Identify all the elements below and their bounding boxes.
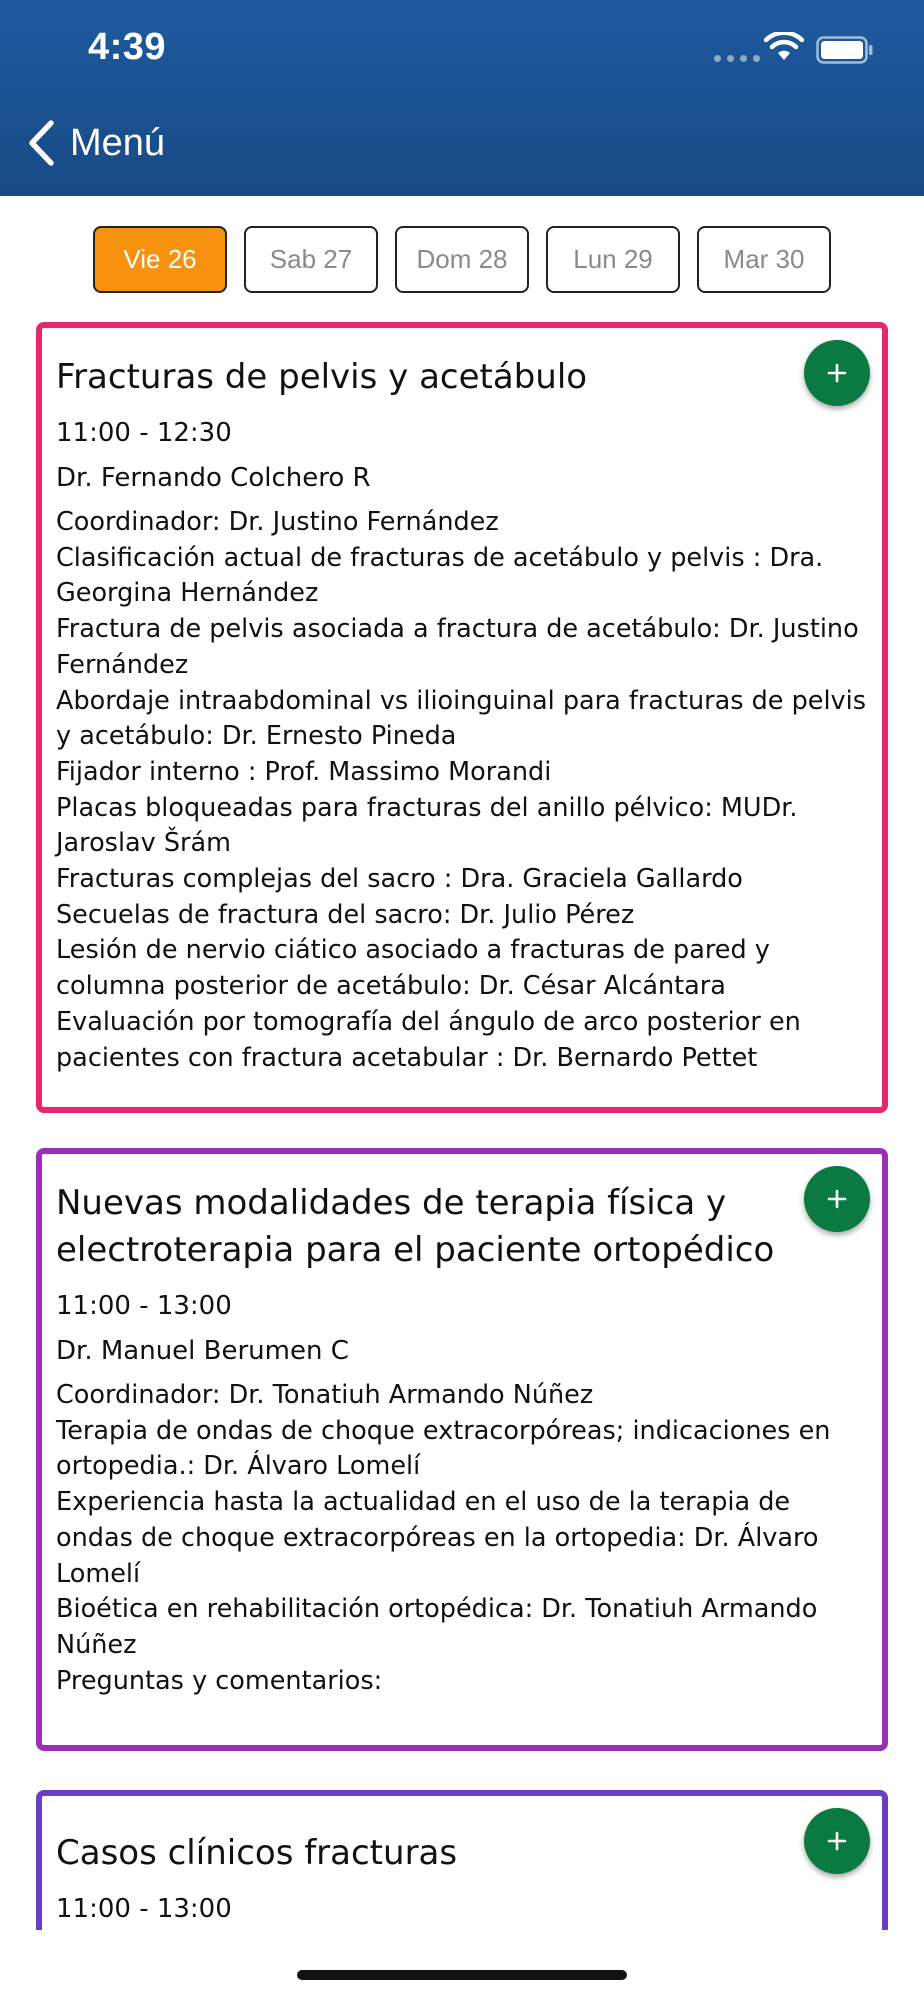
day-tabs [0, 226, 924, 293]
add-to-agenda-button[interactable] [804, 1166, 870, 1232]
plus-icon [826, 362, 848, 384]
session-title: Nuevas modalidades de terapia física y electroterapia para el paciente ortopédico [56, 1183, 775, 1270]
session-card [36, 1148, 888, 1751]
session-time: 11:00 - 13:00 [56, 1894, 232, 1924]
day-tab-dom-28[interactable]: Dom 28 [395, 226, 529, 293]
back-button[interactable] [26, 120, 165, 166]
chevron-left-icon [26, 120, 56, 166]
session-description: Coordinador: Dr. Justino Fernández Clasificación actual de fracturas de acetábulo y pelvis : Dra. Georgina Hernández Fractura de pelvis asociada a fractura de acetábulo: Dr. Justino Fernández Abordaje intraabdominal vs ilioinguinal para fracturas de pelvis y acetábulo: Dr. Ernesto Pineda Fijador interno : Prof. Massimo Morandi Placas bloqueadas para fracturas del anillo pélvico: MUDr. Jaroslav Šrám Fracturas complejas del sacro : Dra. Graciela Gallardo Secuelas de fractura del sacro: Dr. Julio Pérez Lesión de nervio ciático asociado a fracturas de pared y columna posterior de acetábulo: Dr. César Alcántara Evaluación por tomografía del ángulo de arco posterior en pacientes con fractura acetabular : Dr. Bernardo Pettet [56, 507, 867, 1073]
back-label: Menú [70, 121, 166, 164]
session-chair: Dr. Manuel Berumen C [56, 1336, 349, 1366]
plus-icon [826, 1830, 848, 1852]
wifi-icon [764, 32, 804, 62]
battery-icon [816, 36, 874, 64]
day-tab-mar-30[interactable]: Mar 30 [697, 226, 831, 293]
cellular-signal-icon [714, 55, 760, 62]
day-tab-vie-26[interactable]: Vie 26 [93, 226, 227, 293]
session-time: 11:00 - 12:30 [56, 418, 232, 448]
add-to-agenda-button[interactable] [804, 340, 870, 406]
status-time: 4:39 [88, 26, 167, 68]
session-time: 11:00 - 13:00 [56, 1291, 232, 1321]
session-title: Casos clínicos fracturas [56, 1833, 458, 1873]
day-tab-lun-29[interactable]: Lun 29 [546, 226, 680, 293]
home-indicator [297, 1970, 627, 1980]
plus-icon [826, 1188, 848, 1210]
session-chair: Dr. Fernando Colchero R [56, 463, 371, 493]
app-header [0, 0, 924, 196]
add-to-agenda-button[interactable] [804, 1808, 870, 1874]
session-description: Coordinador: Dr. Tonatiuh Armando Núñez Terapia de ondas de choque extracorpóreas; indicaciones en ortopedia.: Dr. Álvaro Lomelí Experiencia hasta la actualidad en el uso de la terapia de ondas de choque extracorpóreas en la ortopedia: Dr. Álvaro Lomelí Bioética en rehabilitación ortopédica: Dr. Tonatiuh Armando Núñez Preguntas y comentarios: [56, 1380, 831, 1696]
day-tab-sab-27[interactable]: Sab 27 [244, 226, 378, 293]
session-card [36, 322, 888, 1113]
session-card [36, 1790, 888, 1930]
session-title: Fracturas de pelvis y acetábulo [56, 357, 588, 397]
